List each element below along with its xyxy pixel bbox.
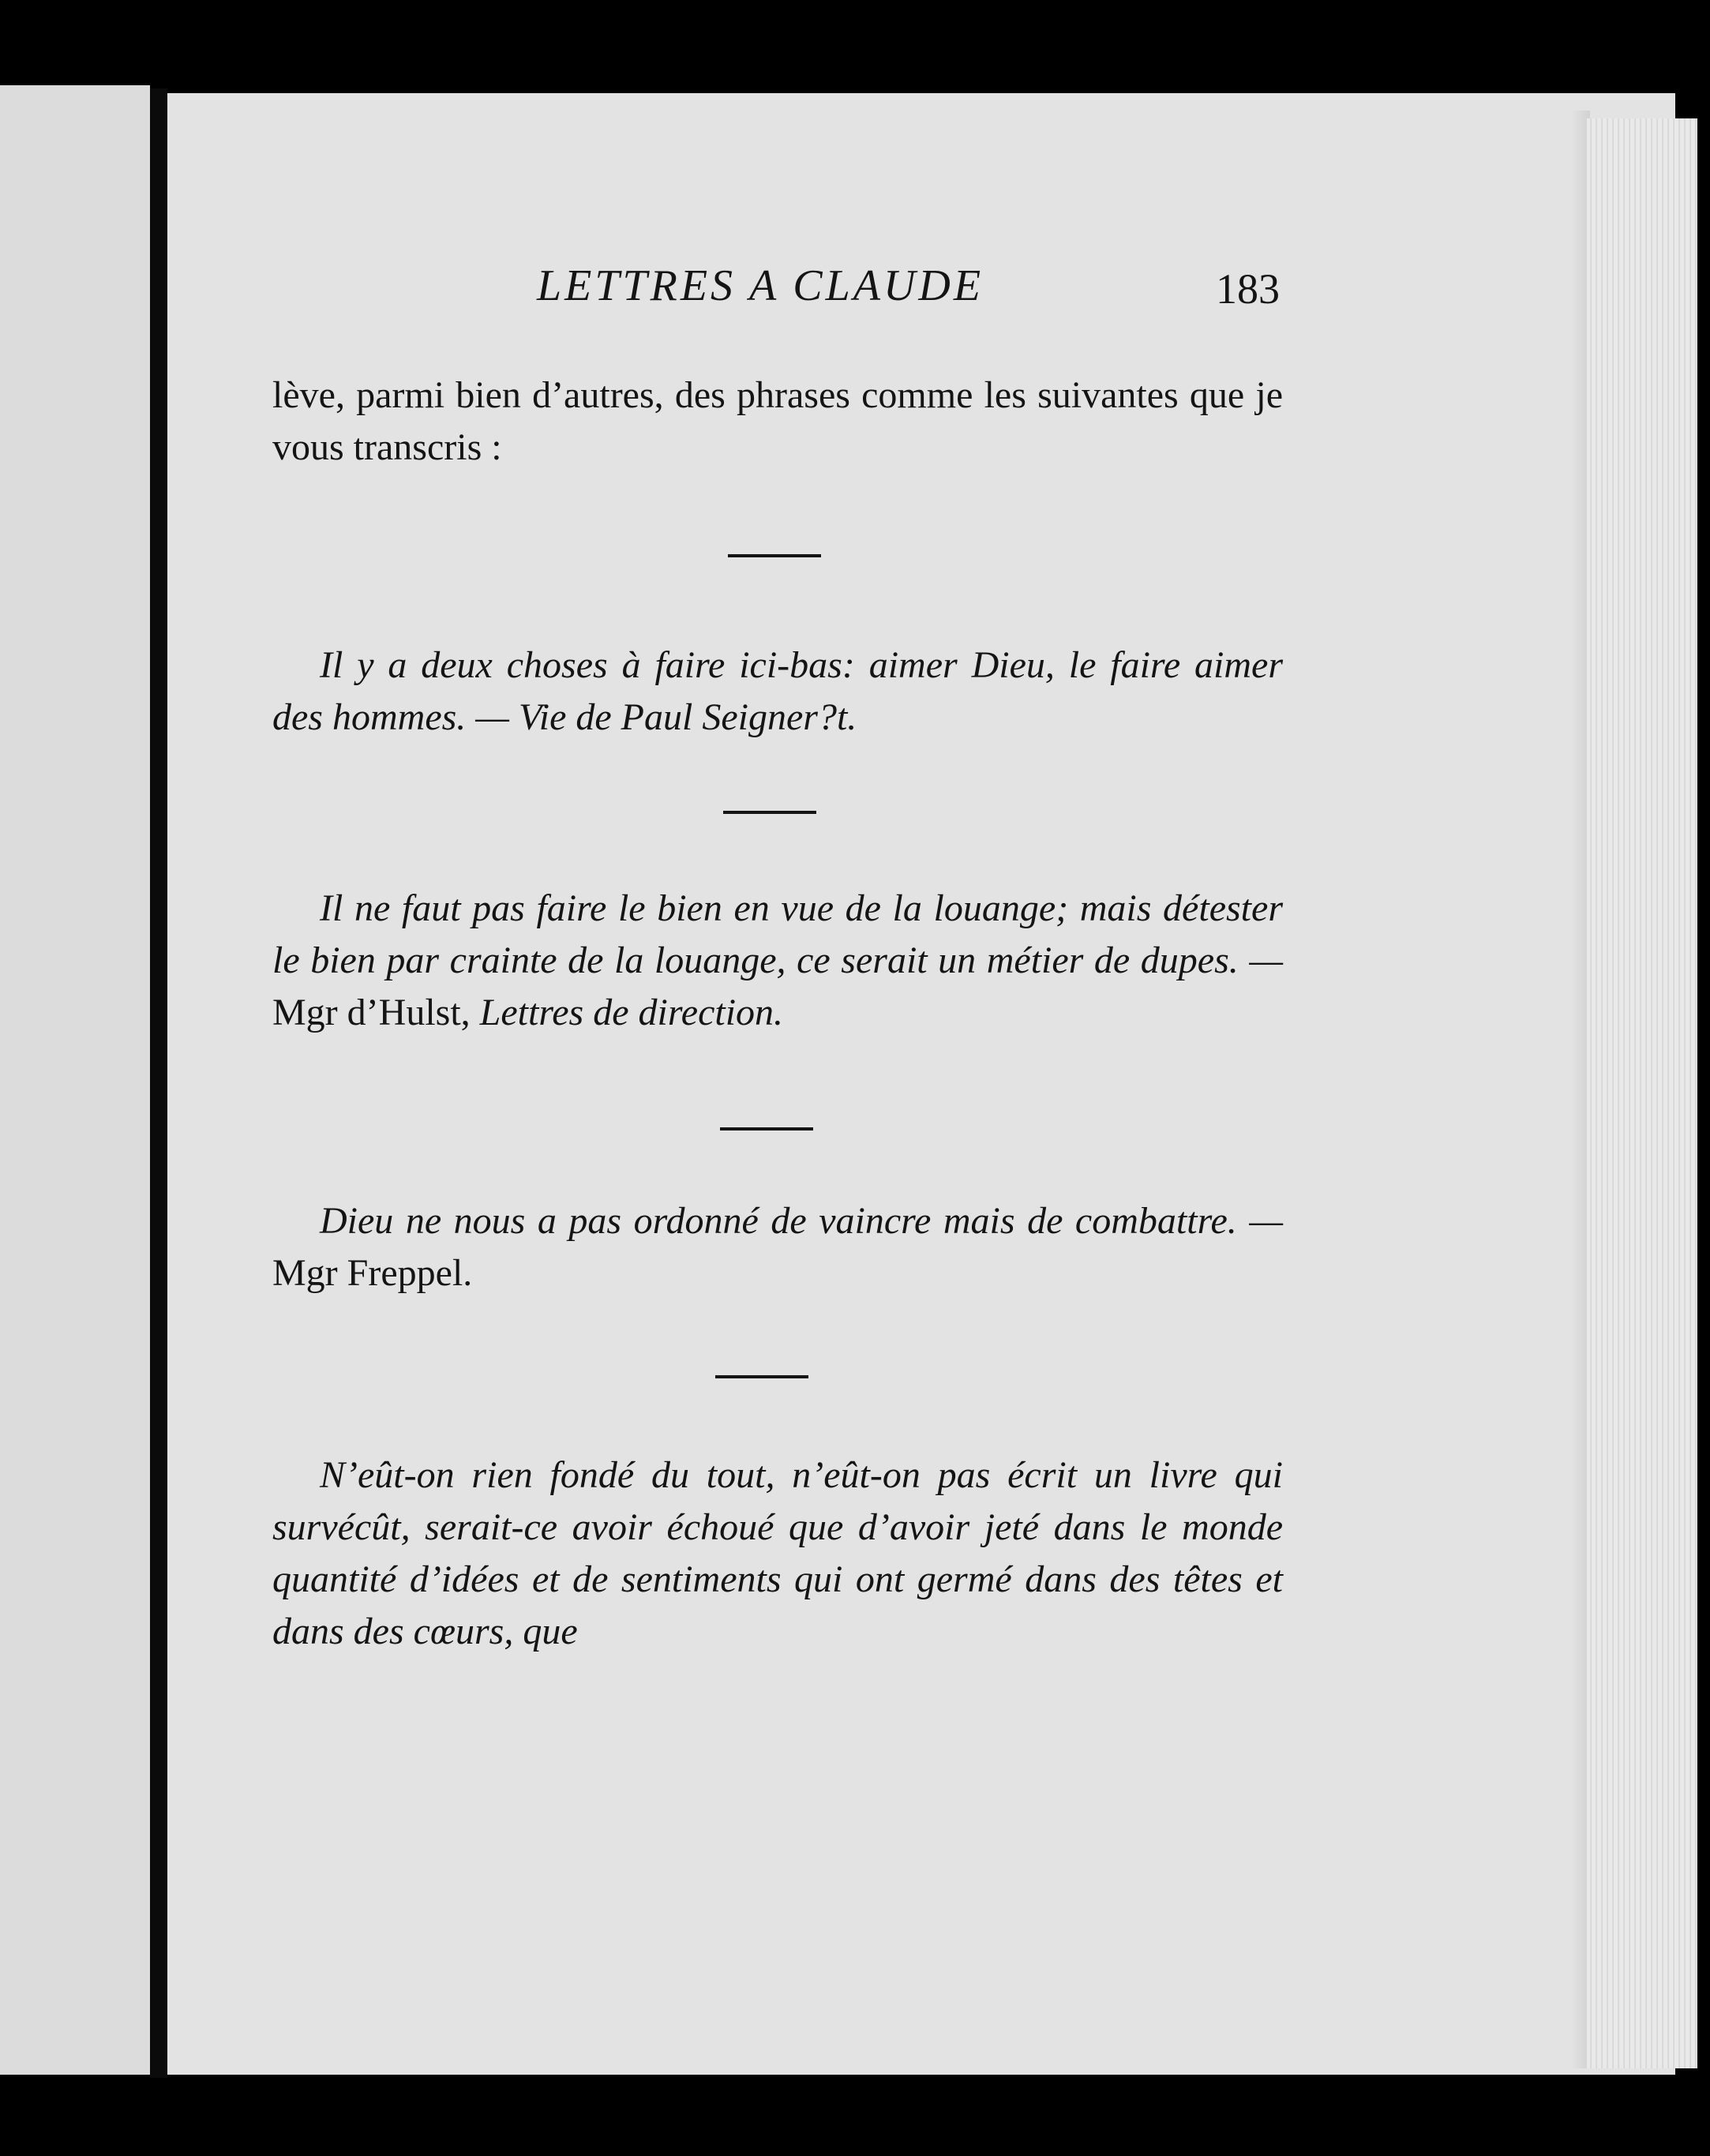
quote-hulst-source: Lettres de direction. (479, 992, 784, 1033)
quote-final: N’eût-on rien fondé du tout, n’eût-on pas écrit un livre qui survécût, serait-ce avoir échoué que d’avoir jeté dans le monde quantité d’idées et de sentiments qui ont germé dans des têtes et dans des cœurs, que (272, 1454, 1283, 1652)
facing-page-edge (0, 85, 150, 2075)
quote-freppel-text: Dieu ne nous a pas ordonné de vaincre mais de combattre. — (320, 1200, 1283, 1242)
book-spine (150, 88, 167, 2078)
section-rule (715, 1375, 808, 1378)
section-rule (723, 811, 816, 814)
page-stack-edges (1587, 118, 1697, 2068)
quote-hulst-text: Il ne faut pas faire le bien en vue de la louange; mais détester le bien par crainte de la louange, ce serait un métier de dupes. — (272, 887, 1283, 981)
section-rule (720, 1127, 813, 1130)
quote-hulst-author: Mgr d’Hulst, (272, 992, 471, 1033)
quote-hulst (272, 883, 1283, 1039)
quote-freppel (272, 1195, 1283, 1299)
quote-seigneret: Il y a deux choses à faire ici-bas: aimer Dieu, le faire aimer des hommes. — Vie de Paul Seigner?t. (272, 644, 1283, 738)
running-head-title: LETTRES A CLAUDE (537, 261, 984, 310)
quote-freppel-author: Mgr Freppel. (272, 1252, 473, 1294)
page-number: 183 (1216, 265, 1280, 313)
intro-paragraph: lève, parmi bien d’autres, des phrases comme les suivantes que je vous transcris : (272, 374, 1283, 468)
section-rule (728, 554, 821, 557)
